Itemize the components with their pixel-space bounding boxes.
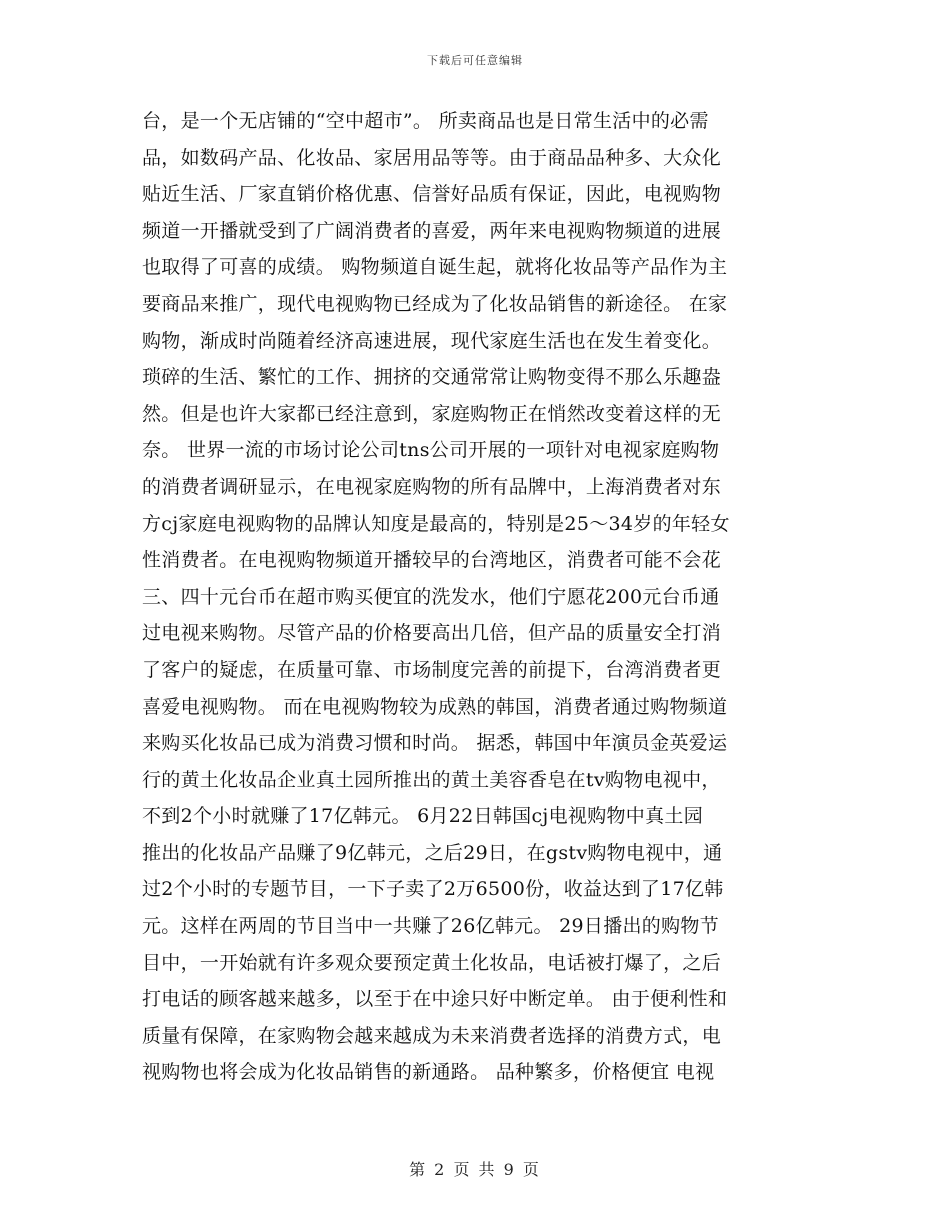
text-line: 不到2个小时就赚了17亿韩元。 6月22日韩国cj电视购物中真土园: [142, 805, 704, 828]
text-line: 喜爱电视购物。 而在电视购物较为成熟的韩国，消费者通过购物频道: [142, 695, 728, 718]
text-line: 频道一开播就受到了广阔消费者的喜爱，两年来电视购物频道的进展: [142, 219, 722, 242]
text-line: 打电话的顾客越来越多，以至于在中途只好中断定单。 由于便利性和: [142, 988, 728, 1011]
text-line: 过电视来购物。尽管产品的价格要高出几倍，但产品的质量安全打消: [142, 622, 722, 645]
text-line: 来购买化妆品已成为消费习惯和时尚。 据悉，韩国中年演员金英爱运: [142, 732, 728, 755]
text-line: 方cj家庭电视购物的品牌认知度是最高的，特别是25～34岁的年轻女: [142, 512, 730, 535]
body-text: [142, 103, 822, 1091]
text-line: 台，是一个无店铺的“空中超市”。 所卖商品也是日常生活中的必需: [142, 110, 709, 132]
text-line: 贴近生活、厂家直销价格优惠、信誉好品质有保证，因此，电视购物: [142, 183, 722, 206]
text-line: 视购物也将会成为化妆品销售的新通路。 品种繁多，价格便宜 电视: [142, 1061, 715, 1084]
text-line: 推出的化妆品产品赚了9亿韩元，之后29日，在gstv购物电视中，通: [142, 841, 723, 864]
text-line: 了客户的疑虑，在质量可靠、市场制度完善的前提下，台湾消费者更: [142, 658, 722, 681]
text-line: 性消费者。在电视购物频道开播较早的台湾地区，消费者可能不会花: [142, 549, 722, 572]
text-line: 行的黄土化妆品企业真土园所推出的黄土美容香皂在tv购物电视中，: [142, 768, 721, 791]
text-line: 要商品来推广，现代电视购物已经成为了化妆品销售的新途径。 在家: [142, 292, 728, 315]
page-footer: 第 2 页 共 9 页: [409, 1160, 541, 1179]
text-line: 琐碎的生活、繁忙的工作、拥挤的交通常常让购物变得不那么乐趣盎: [142, 366, 722, 389]
text-line: 品，如数码产品、化妆品、家居用品等等。由于商品品种多、大众化: [142, 146, 722, 169]
text-line: 质量有保障，在家购物会越来越成为未来消费者选择的消费方式，电: [142, 1024, 722, 1047]
text-line: 奈。 世界一流的市场讨论公司tns公司开展的一项针对电视家庭购物: [142, 439, 720, 462]
text-line: 目中，一开始就有许多观众要预定黄土化妆品，电话被打爆了，之后: [142, 951, 722, 974]
text-line: 也取得了可喜的成绩。 购物频道自诞生起，就将化妆品等产品作为主: [142, 256, 728, 279]
text-line: 三、四十元台币在超市购买便宜的洗发水，他们宁愿花200元台币通: [142, 585, 720, 608]
text-line: 然。但是也许大家都已经注意到，家庭购物正在悄然改变着这样的无: [142, 402, 722, 425]
page-header: 下载后可任意编辑: [427, 54, 523, 67]
text-line: 过2个小时的专题节目，一下子卖了2万6500份，收益达到了17亿韩: [142, 878, 724, 901]
text-line: 元。这样在两周的节目当中一共赚了26亿韩元。 29日播出的购物节: [142, 915, 719, 938]
text-line: 的消费者调研显示，在电视家庭购物的所有品牌中，上海消费者对东: [142, 475, 722, 498]
text-line: 购物，渐成时尚随着经济高速进展，现代家庭生活也在发生着变化。: [142, 329, 722, 352]
